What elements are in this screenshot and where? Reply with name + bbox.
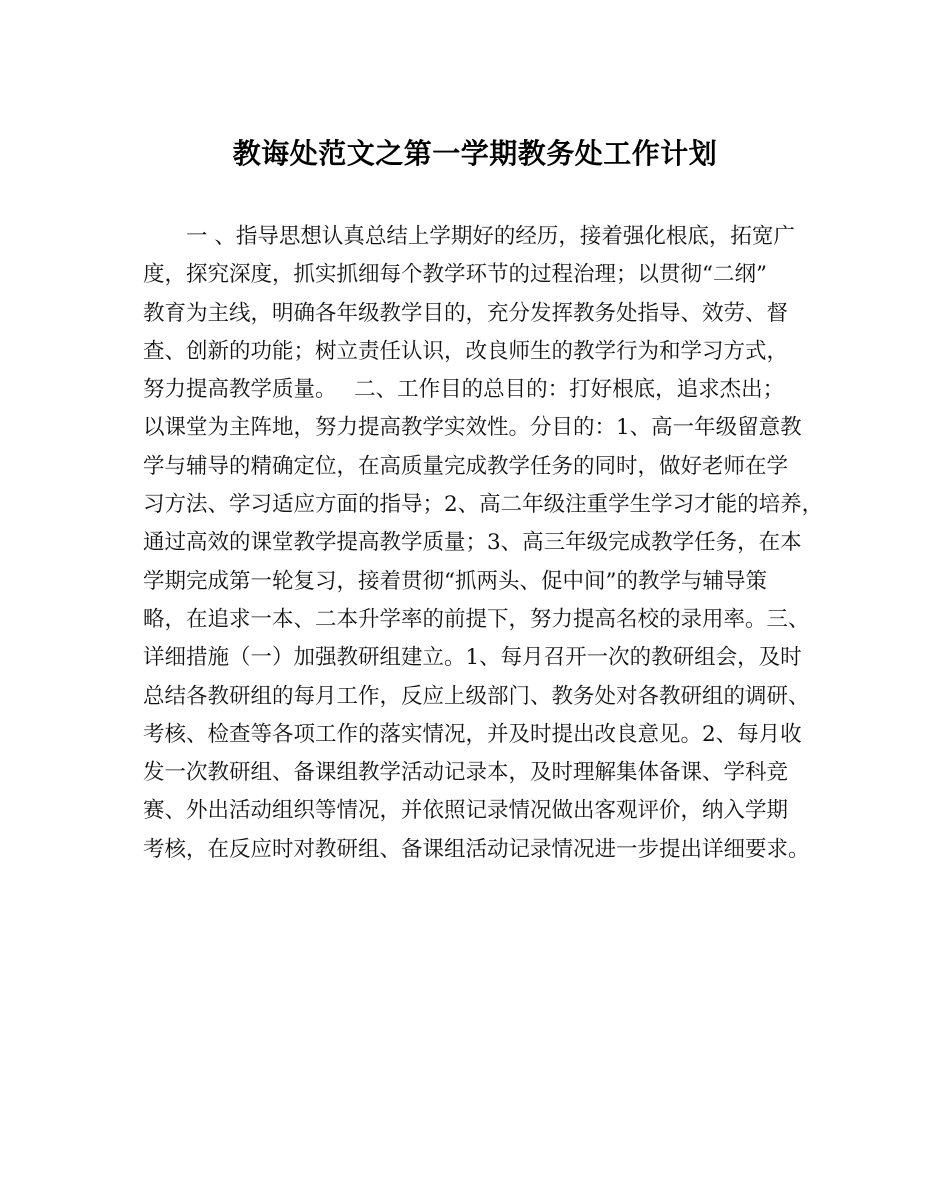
body-line: 学与辅导的精确定位，在高质量完成教学任务的同时，做好老师在学 [143, 453, 789, 479]
body-line: 习方法、学习适应方面的指导；2、高二年级注重学生学习才能的培养， [143, 492, 824, 518]
body-line: 总结各教研组的每月工作，反应上级部门、教务处对各教研组的调研、 [143, 683, 810, 709]
body-line: 以课堂为主阵地，努力提高教学实效性。分目的：1、高一年级留意教 [143, 415, 802, 441]
body-line: 教育为主线，明确各年级教学目的，充分发挥教务处指导、效劳、督 [143, 300, 789, 326]
body-line: 查、创新的功能；树立责任认识，改良师生的教学行为和学习方式， [143, 338, 789, 364]
body-line: 发一次教研组、备课组教学活动记录本，及时理解集体备课、学科竞 [143, 760, 789, 786]
body-line: 详细措施（一）加强教研组建立。1、每月召开一次的教研组会，及时 [143, 645, 802, 671]
body-line: 一 、指导思想认真总结上学期好的经历，接着强化根底，拓宽广 [143, 224, 795, 249]
body-line: 赛、外出活动组织等情况，并依照记录情况做出客观评价，纳入学期 [143, 798, 789, 824]
body-line: 学期完成第一轮复习，接着贯彻“抓两头、促中间”的教学与辅导策 [143, 568, 767, 594]
body-line: 考核、检查等各项工作的落实情况，并及时提出改良意见。2、每月收 [143, 721, 802, 747]
body-line: 考核，在反应时对教研组、备课组活动记录情况进一步提出详细要求。 [143, 836, 810, 862]
body-line: 略，在追求一本、二本升学率的前提下，努力提高名校的录用率。三、 [143, 606, 810, 632]
body-line: 通过高效的课堂教学提高教学质量；3、高三年级完成教学任务，在本 [143, 530, 802, 556]
body-line: 努力提高教学质量。 二、工作目的总目的：打好根底，追求杰出； [143, 377, 785, 403]
document-body [143, 218, 823, 869]
body-line: 度，探究深度，抓实抓细每个教学环节的过程治理；以贯彻“二纲” [143, 262, 767, 288]
document-title: 教诲处范文之第一学期教务处工作计划 [232, 137, 718, 170]
